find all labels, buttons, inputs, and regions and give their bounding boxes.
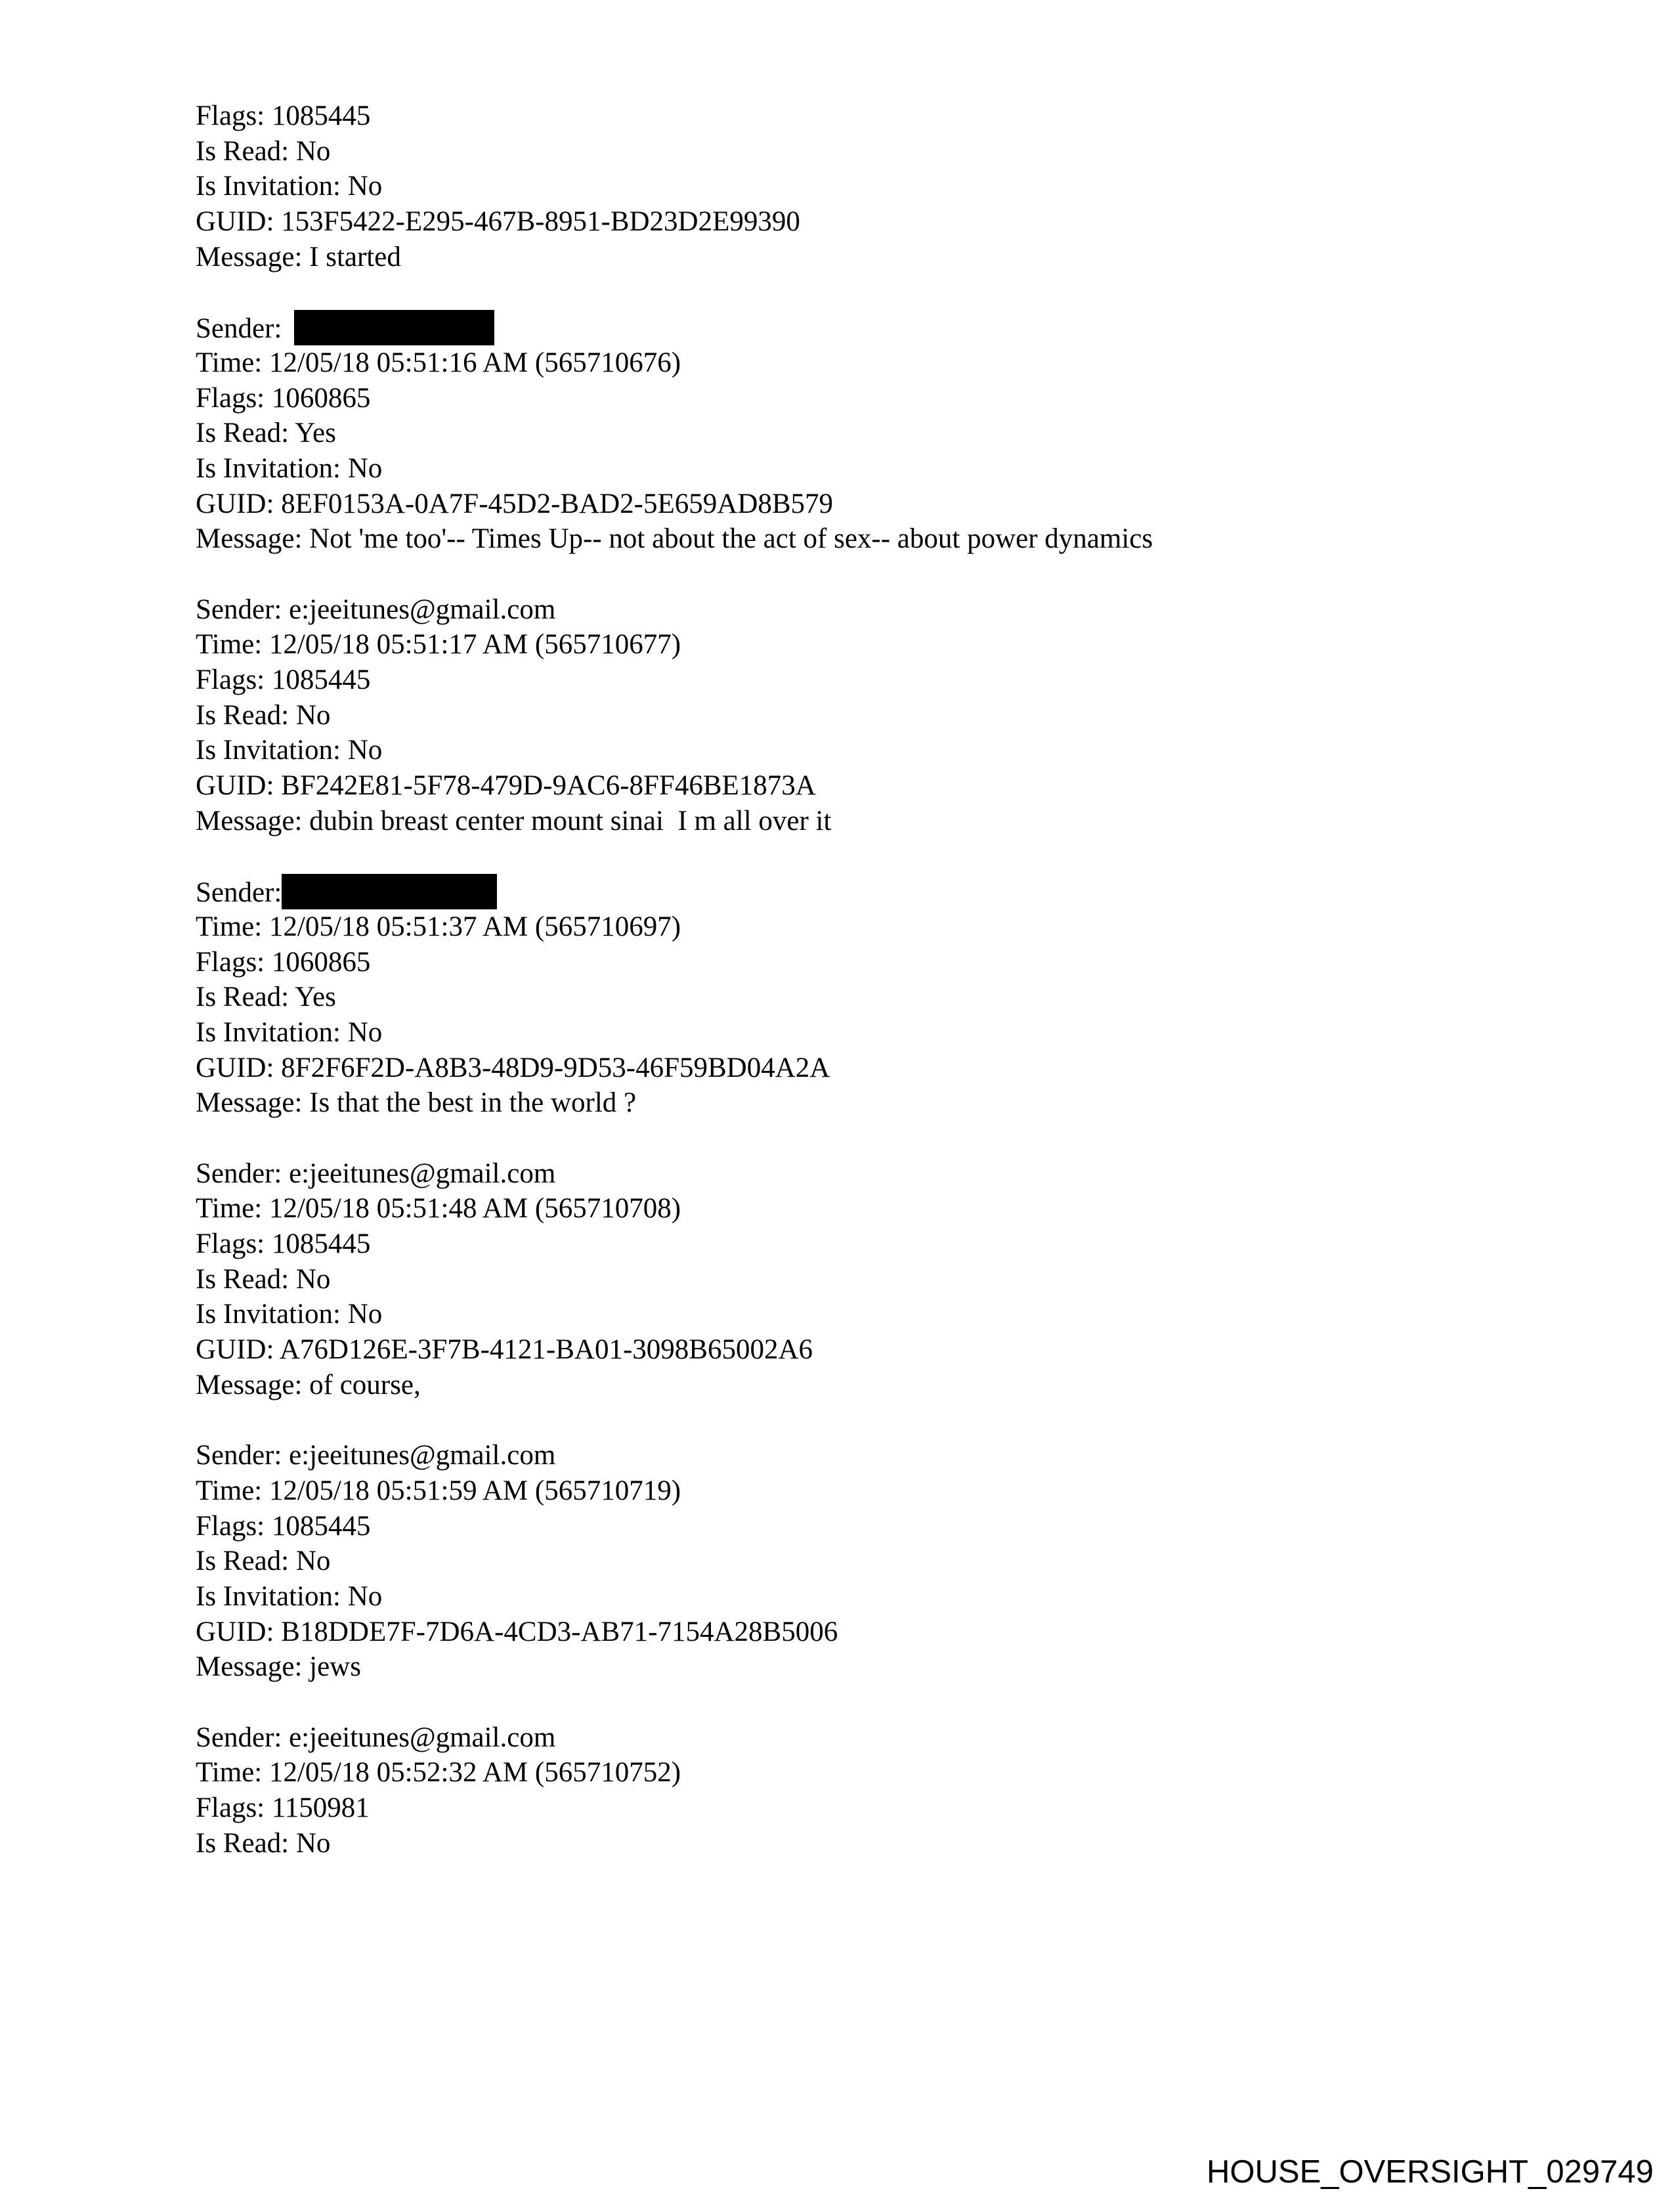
- time-line: Time: 12/05/18 05:51:17 AM (565710677): [196, 629, 681, 661]
- sender-label: Sender:: [196, 877, 282, 909]
- is-invitation-line: Is Invitation: No: [196, 1299, 383, 1330]
- time-line: Time: 12/05/18 05:51:48 AM (565710708): [196, 1193, 681, 1225]
- message-line: Message: dubin breast center mount sinai I m all over it: [196, 805, 832, 836]
- sender-line: Sender: e:jeeitunes@gmail.com: [196, 1722, 556, 1753]
- is-read-line: Is Read: No: [196, 1546, 331, 1577]
- is-read-line: Is Read: Yes: [196, 418, 336, 449]
- is-invitation-line: Is Invitation: No: [196, 735, 383, 766]
- message-record: [196, 592, 1574, 839]
- message-line: Message: Is that the best in the world ?: [196, 1087, 637, 1119]
- message-record: [196, 98, 1574, 274]
- flags-line: Flags: 1085445: [196, 664, 371, 695]
- sender-line: Sender: e:jeeitunes@gmail.com: [196, 1158, 556, 1189]
- time-line: Time: 12/05/18 05:51:16 AM (565710676): [196, 347, 681, 378]
- flags-line: Flags: 1085445: [196, 100, 371, 131]
- guid-line: GUID: 153F5422-E295-467B-8951-BD23D2E99390: [196, 206, 800, 238]
- is-read-line: Is Read: No: [196, 1263, 331, 1295]
- guid-line: GUID: 8EF0153A-0A7F-45D2-BAD2-5E659AD8B579: [196, 488, 834, 519]
- flags-line: Flags: 1060865: [196, 382, 371, 414]
- sender-line: Sender: e:jeeitunes@gmail.com: [196, 594, 556, 625]
- is-invitation-line: Is Invitation: No: [196, 1580, 383, 1612]
- guid-line: GUID: BF242E81-5F78-479D-9AC6-8FF46BE1873A: [196, 770, 816, 802]
- sender-line: [196, 874, 1574, 909]
- sender-label: Sender:: [196, 313, 290, 345]
- guid-line: GUID: 8F2F6F2D-A8B3-48D9-9D53-46F59BD04A2A: [196, 1052, 830, 1083]
- is-read-line: Is Read: Yes: [196, 982, 336, 1013]
- message-record: [196, 1438, 1574, 1685]
- message-line: Message: Not 'me too'-- Times Up-- not about the act of sex-- about power dynamics: [196, 523, 1153, 555]
- is-invitation-line: Is Invitation: No: [196, 1016, 383, 1048]
- flags-line: Flags: 1085445: [196, 1228, 371, 1259]
- is-invitation-line: Is Invitation: No: [196, 452, 383, 484]
- is-read-line: Is Read: No: [196, 135, 331, 167]
- sender-line: Sender: e:jeeitunes@gmail.com: [196, 1440, 556, 1471]
- sender-line: [196, 310, 1574, 345]
- message-line: Message: of course,: [196, 1369, 421, 1400]
- bates-number: HOUSE_OVERSIGHT_029749: [1207, 2154, 1654, 2190]
- is-invitation-line: Is Invitation: No: [196, 171, 383, 202]
- guid-line: GUID: A76D126E-3F7B-4121-BA01-3098B65002A6: [196, 1334, 813, 1366]
- redaction-block: [282, 874, 497, 909]
- time-line: Time: 12/05/18 05:51:59 AM (565710719): [196, 1475, 681, 1506]
- flags-line: Flags: 1150981: [196, 1792, 370, 1823]
- guid-line: GUID: B18DDE7F-7D6A-4CD3-AB71-7154A28B5006: [196, 1616, 838, 1647]
- time-line: Time: 12/05/18 05:51:37 AM (565710697): [196, 911, 681, 942]
- message-line: Message: jews: [196, 1651, 361, 1683]
- flags-line: Flags: 1085445: [196, 1510, 371, 1542]
- message-record: [196, 1720, 1574, 1861]
- message-record: [196, 874, 1574, 1121]
- message-record: [196, 1156, 1574, 1403]
- flags-line: Flags: 1060865: [196, 946, 371, 978]
- message-record: [196, 310, 1574, 557]
- is-read-line: Is Read: No: [196, 699, 331, 731]
- redaction-block: [294, 310, 494, 345]
- message-log: [196, 98, 1574, 1896]
- is-read-line: Is Read: No: [196, 1827, 331, 1859]
- time-line: Time: 12/05/18 05:52:32 AM (565710752): [196, 1757, 681, 1789]
- message-line: Message: I started: [196, 241, 401, 272]
